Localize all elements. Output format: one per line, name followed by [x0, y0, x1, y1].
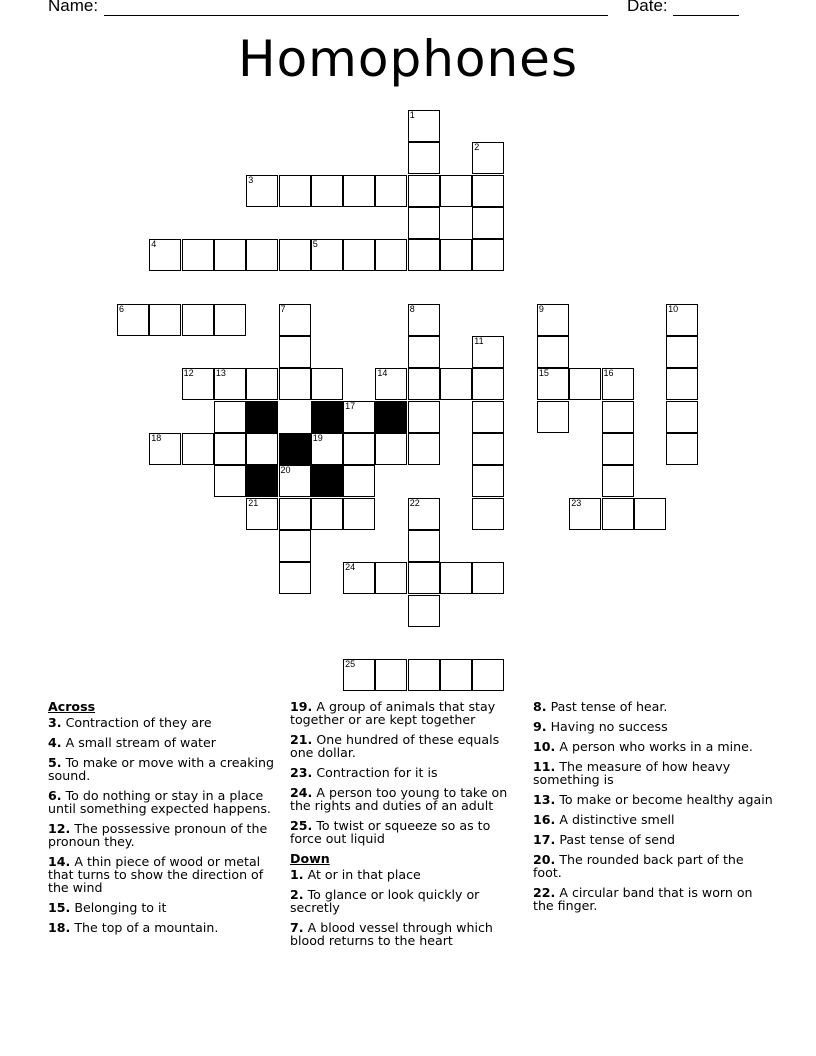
grid-cell[interactable]	[214, 465, 246, 497]
clue-item	[290, 786, 522, 812]
grid-cell[interactable]	[569, 498, 601, 530]
clue-number: 10	[668, 303, 679, 314]
grid-cell[interactable]	[343, 498, 375, 530]
clue-number: 23	[571, 497, 582, 508]
grid-cell[interactable]	[408, 110, 440, 142]
clue-text: The possessive pronoun of the pronoun they.	[48, 821, 268, 849]
grid-cell[interactable]	[279, 465, 311, 497]
clue-item	[290, 700, 522, 726]
clue-text: Past tense of hear.	[550, 699, 668, 714]
grid-cell[interactable]	[279, 530, 311, 562]
grid-cell[interactable]	[343, 562, 375, 594]
grid-cell[interactable]	[666, 401, 698, 433]
grid-cell[interactable]	[182, 239, 214, 271]
grid-cell[interactable]	[569, 368, 601, 400]
clue-number: 25	[345, 659, 356, 670]
grid-cell[interactable]	[246, 498, 278, 530]
grid-cell[interactable]	[214, 401, 246, 433]
clue-item	[290, 766, 522, 779]
clue-text: A thin piece of wood or metal that turns to show the direction of the wind	[48, 854, 264, 895]
clue-item	[48, 855, 280, 894]
clue-number-label: 3.	[48, 715, 62, 730]
clue-text: A group of animals that stay together or are kept together	[290, 699, 496, 727]
clue-number: 17	[345, 400, 356, 411]
clue-item	[48, 716, 280, 729]
clue-text: The top of a mountain.	[74, 920, 219, 935]
grid-cell[interactable]	[408, 142, 440, 174]
clue-number-label: 10.	[533, 739, 556, 754]
clues-column-3	[533, 700, 773, 919]
grid-cell[interactable]	[666, 433, 698, 465]
grid-cell[interactable]	[246, 433, 278, 465]
block-cell	[311, 465, 343, 497]
grid-cell[interactable]	[311, 498, 343, 530]
grid-cell[interactable]	[602, 465, 634, 497]
clue-number: 13	[215, 368, 226, 379]
block-cell	[246, 465, 278, 497]
grid-cell[interactable]	[408, 175, 440, 207]
clue-text: Having no success	[550, 719, 668, 734]
clue-number-label: 15.	[48, 900, 71, 915]
clue-text: Contraction for it is	[316, 765, 438, 780]
grid-cell[interactable]	[472, 498, 504, 530]
clue-number-label: 18.	[48, 920, 71, 935]
grid-cell[interactable]	[408, 304, 440, 336]
clue-number-label: 5.	[48, 755, 62, 770]
grid-cell[interactable]	[602, 433, 634, 465]
clue-number-label: 19.	[290, 699, 313, 714]
clue-text: A blood vessel through which blood returns to the heart	[290, 920, 493, 948]
clue-item	[290, 888, 522, 914]
clue-item	[290, 733, 522, 759]
clue-number-label: 7.	[290, 920, 304, 935]
clue-number-label: 23.	[290, 765, 313, 780]
name-label: Name:	[48, 0, 99, 15]
clue-number: 11	[474, 336, 484, 347]
grid-cell[interactable]	[375, 175, 407, 207]
grid-cell[interactable]	[602, 368, 634, 400]
clue-number-label: 25.	[290, 818, 313, 833]
clue-item	[533, 853, 773, 879]
grid-cell[interactable]	[472, 465, 504, 497]
clue-number-label: 21.	[290, 732, 313, 747]
grid-cell[interactable]	[472, 175, 504, 207]
grid-cell[interactable]	[246, 368, 278, 400]
clue-text: To make or become healthy again	[559, 792, 773, 807]
clue-number: 5	[312, 239, 318, 250]
clue-text: The measure of how heavy something is	[533, 759, 731, 787]
clue-item	[48, 901, 280, 914]
grid-cell[interactable]	[279, 304, 311, 336]
grid-cell[interactable]	[311, 433, 343, 465]
grid-cell[interactable]	[279, 498, 311, 530]
clues-column-1	[48, 700, 280, 941]
clue-text: The rounded back part of the foot.	[533, 852, 744, 880]
grid-cell[interactable]	[472, 562, 504, 594]
grid-cell[interactable]	[440, 368, 472, 400]
grid-cell[interactable]	[408, 401, 440, 433]
clue-item	[48, 822, 280, 848]
grid-cell[interactable]	[375, 368, 407, 400]
page-title: Homophones	[237, 30, 578, 88]
grid-cell[interactable]	[214, 239, 246, 271]
clue-number-label: 12.	[48, 821, 71, 836]
grid-cell[interactable]	[375, 659, 407, 691]
grid-cell[interactable]	[343, 239, 375, 271]
clue-number-label: 17.	[533, 832, 556, 847]
grid-cell[interactable]	[149, 304, 181, 336]
grid-cell[interactable]	[666, 368, 698, 400]
grid-cell[interactable]	[408, 239, 440, 271]
grid-cell[interactable]	[440, 239, 472, 271]
clue-number: 6	[119, 303, 125, 314]
clue-number-label: 11.	[533, 759, 556, 774]
clue-number: 1	[409, 110, 415, 120]
clue-number-label: 16.	[533, 812, 556, 827]
clue-number-label: 4.	[48, 735, 62, 750]
clue-number-label: 20.	[533, 852, 556, 867]
clue-text: At or in that place	[307, 867, 421, 882]
grid-cell[interactable]	[472, 401, 504, 433]
clue-number: 18	[151, 433, 162, 443]
clue-item	[48, 756, 280, 782]
grid-cell[interactable]	[375, 433, 407, 465]
grid-cell[interactable]	[602, 498, 634, 530]
grid-cell[interactable]	[440, 175, 472, 207]
clue-number: 20	[280, 465, 291, 476]
date-label: Date:	[627, 0, 668, 15]
grid-cell[interactable]	[182, 368, 214, 400]
clue-number: 14	[377, 368, 388, 379]
clue-number: 4	[151, 239, 157, 250]
block-cell	[311, 401, 343, 433]
clue-number-label: 14.	[48, 854, 71, 869]
grid-cell[interactable]	[343, 401, 375, 433]
clue-text: One hundred of these equals one dollar.	[290, 732, 500, 760]
grid-cell[interactable]	[408, 433, 440, 465]
grid-cell[interactable]	[408, 368, 440, 400]
clue-item	[533, 760, 773, 786]
clue-number-label: 24.	[290, 785, 313, 800]
grid-cell[interactable]	[182, 304, 214, 336]
grid-cell[interactable]	[279, 239, 311, 271]
grid-cell[interactable]	[311, 175, 343, 207]
grid-cell[interactable]	[602, 401, 634, 433]
clue-number-label: 9.	[533, 719, 547, 734]
block-cell	[279, 433, 311, 465]
clue-number: 12	[183, 368, 194, 379]
clue-text: Past tense of send	[559, 832, 675, 847]
grid-cell[interactable]	[214, 433, 246, 465]
grid-cell[interactable]	[149, 433, 181, 465]
grid-cell[interactable]	[149, 239, 181, 271]
clue-item	[48, 921, 280, 934]
clue-text: To do nothing or stay in a place until something expected happens.	[48, 788, 271, 816]
grid-cell[interactable]	[214, 368, 246, 400]
clue-number: 22	[409, 497, 420, 508]
grid-cell[interactable]	[472, 336, 504, 368]
grid-cell[interactable]	[440, 659, 472, 691]
clue-text: To twist or squeeze so as to force out liquid	[290, 818, 491, 846]
clue-item	[533, 720, 773, 733]
clue-text: A distinctive smell	[559, 812, 675, 827]
grid-cell[interactable]	[472, 433, 504, 465]
clue-number: 24	[345, 562, 356, 573]
clue-number-label: 2.	[290, 887, 304, 902]
grid-cell[interactable]	[311, 368, 343, 400]
block-cell	[375, 401, 407, 433]
grid-cell[interactable]	[472, 142, 504, 174]
grid-cell[interactable]	[246, 175, 278, 207]
grid-cell[interactable]	[537, 401, 569, 433]
clue-number: 7	[280, 303, 286, 314]
grid-cell[interactable]	[408, 659, 440, 691]
grid-cell[interactable]	[472, 659, 504, 691]
grid-cell[interactable]	[279, 562, 311, 594]
grid-cell[interactable]	[472, 239, 504, 271]
section-heading: Across	[48, 699, 96, 714]
grid-cell[interactable]	[279, 336, 311, 368]
clue-text: A person who works in a mine.	[559, 739, 753, 754]
clue-item	[290, 819, 522, 845]
grid-cell[interactable]	[311, 239, 343, 271]
grid-cell[interactable]	[343, 465, 375, 497]
clue-item	[533, 740, 773, 753]
grid-cell[interactable]	[472, 207, 504, 239]
clue-text: Contraction of they are	[65, 715, 212, 730]
grid-cell[interactable]	[343, 659, 375, 691]
grid-cell[interactable]	[279, 175, 311, 207]
grid-cell[interactable]	[440, 562, 472, 594]
section-heading: Down	[290, 851, 330, 866]
grid-cell[interactable]	[666, 304, 698, 336]
clue-number: 16	[603, 368, 614, 379]
clue-number: 3	[248, 174, 254, 185]
grid-cell[interactable]	[375, 239, 407, 271]
grid-cell[interactable]	[666, 336, 698, 368]
clue-item	[533, 813, 773, 826]
clue-number-label: 6.	[48, 788, 62, 803]
grid-cell[interactable]	[343, 433, 375, 465]
clue-text: To glance or look quickly or secretly	[290, 887, 480, 915]
clue-item	[48, 736, 280, 749]
grid-cell[interactable]	[408, 207, 440, 239]
clue-item	[48, 789, 280, 815]
clue-number: 21	[248, 497, 259, 508]
grid-cell[interactable]	[408, 336, 440, 368]
clue-item	[290, 921, 522, 947]
grid-cell[interactable]	[214, 304, 246, 336]
grid-cell[interactable]	[408, 595, 440, 627]
grid-cell[interactable]	[537, 304, 569, 336]
grid-cell[interactable]	[343, 175, 375, 207]
clue-text: To make or move with a creaking sound.	[48, 755, 274, 783]
grid-cell[interactable]	[117, 304, 149, 336]
grid-cell[interactable]	[408, 530, 440, 562]
clue-item	[533, 886, 773, 912]
clue-number-label: 1.	[290, 867, 304, 882]
clue-item	[533, 833, 773, 846]
clue-item	[533, 793, 773, 806]
clue-number: 9	[538, 303, 544, 314]
clue-number: 2	[474, 142, 480, 153]
grid-cell[interactable]	[537, 336, 569, 368]
clue-text: A small stream of water	[65, 735, 216, 750]
clue-number: 8	[409, 303, 415, 314]
clue-item	[533, 700, 773, 713]
block-cell	[246, 401, 278, 433]
grid-cell[interactable]	[182, 433, 214, 465]
grid-cell[interactable]	[375, 562, 407, 594]
clue-text: Belonging to it	[74, 900, 167, 915]
grid-cell[interactable]	[279, 368, 311, 400]
grid-cell[interactable]	[408, 498, 440, 530]
clue-number-label: 8.	[533, 699, 547, 714]
clue-text: A person too young to take on the rights and duties of an adult	[290, 785, 508, 813]
clue-number: 15	[538, 368, 549, 379]
grid-cell[interactable]	[634, 498, 666, 530]
clue-text: A circular band that is worn on the finger.	[533, 885, 753, 913]
clue-number-label: 13.	[533, 792, 556, 807]
clues-column-2	[290, 700, 522, 954]
grid-cell[interactable]	[537, 368, 569, 400]
grid-cell[interactable]	[246, 239, 278, 271]
grid-cell[interactable]	[472, 368, 504, 400]
clue-item	[290, 868, 522, 881]
clue-number-label: 22.	[533, 885, 556, 900]
grid-cell[interactable]	[408, 562, 440, 594]
clue-number: 19	[312, 433, 323, 443]
